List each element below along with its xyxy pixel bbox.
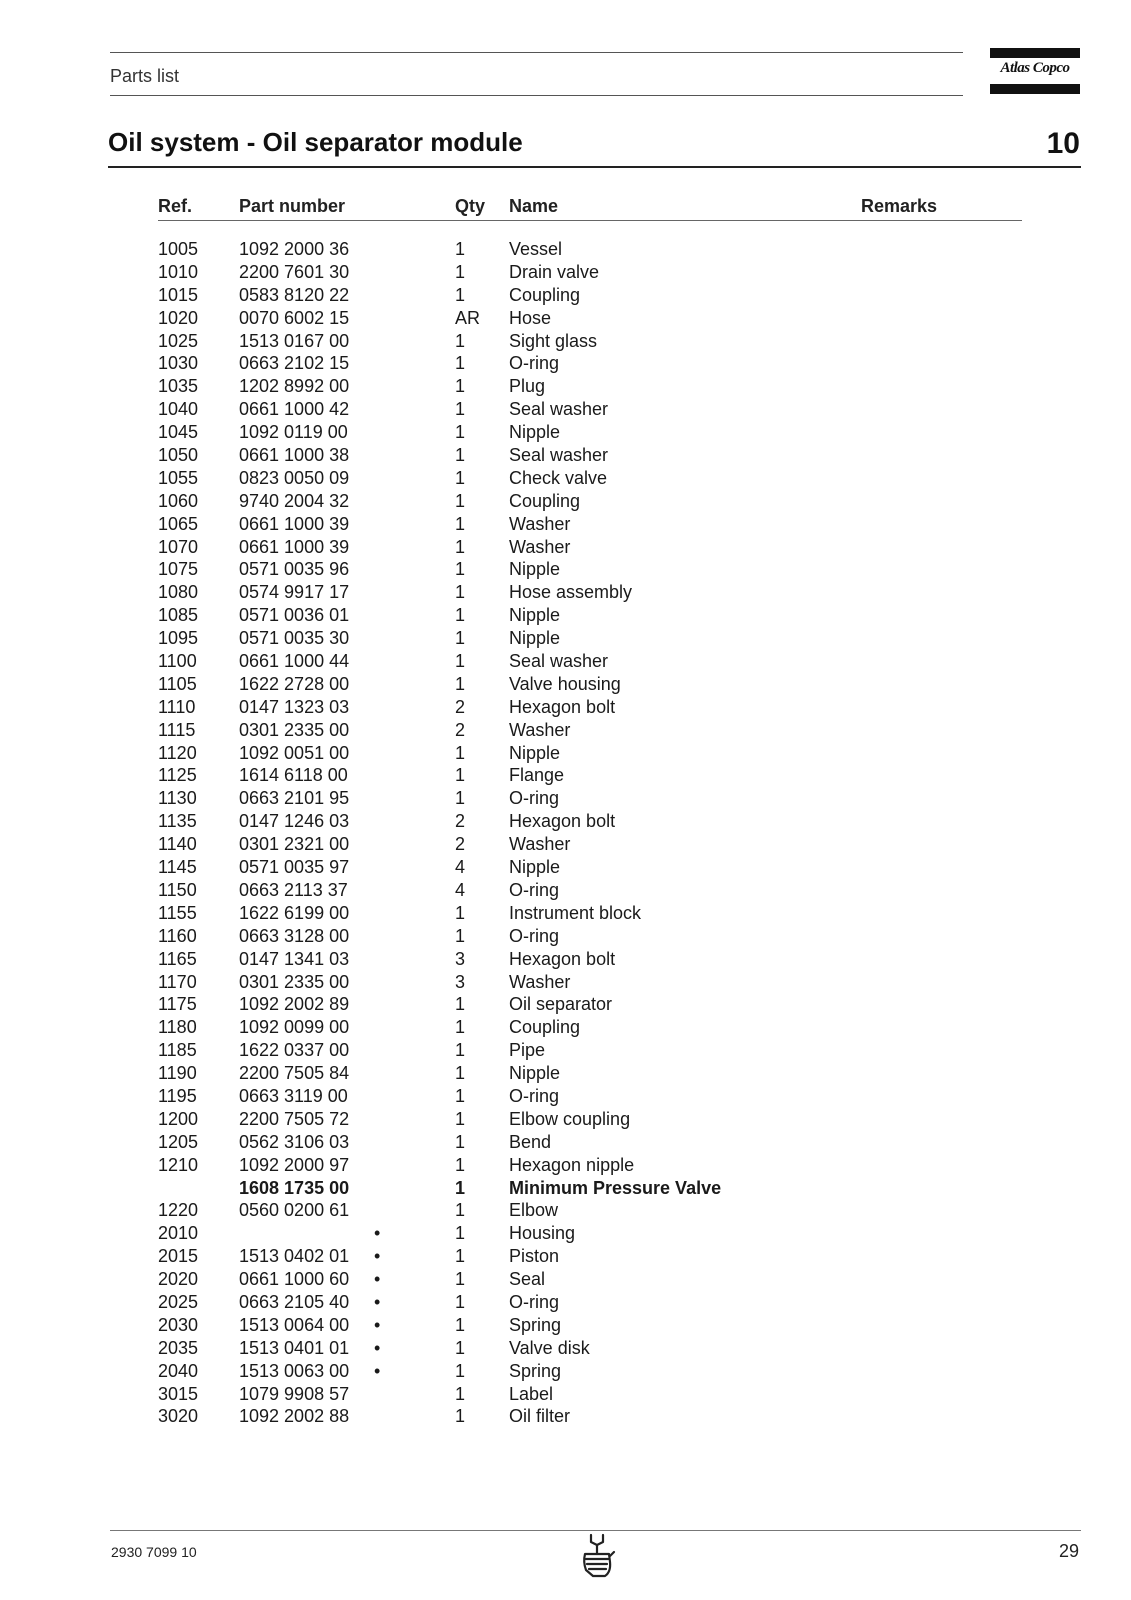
part-number-cell: 0661 1000 42	[239, 399, 350, 420]
qty-cell: 1	[455, 1223, 466, 1244]
part-number-cell: 0147 1323 03	[239, 696, 350, 717]
qty-cell: 1	[455, 330, 466, 351]
table-row	[0, 650, 1131, 673]
qty-cell: 4	[455, 857, 466, 878]
name-cell: Drain valve	[509, 261, 600, 282]
table-row	[0, 444, 1131, 467]
table-row	[0, 1360, 1131, 1383]
part-number-cell: 1513 0167 00	[239, 330, 350, 351]
section-number: 10	[1046, 127, 1080, 160]
ref-cell: 1135	[158, 811, 197, 832]
table-row	[0, 1199, 1131, 1222]
qty-cell: 1	[455, 994, 466, 1015]
ref-cell: 2020	[158, 1269, 199, 1290]
table-row	[0, 810, 1131, 833]
header-label: Parts list	[110, 66, 180, 86]
name-cell: Coupling	[509, 490, 581, 511]
table-row	[0, 627, 1131, 650]
qty-cell: 1	[455, 1337, 466, 1358]
table-row	[0, 421, 1131, 444]
qty-cell: 4	[455, 879, 466, 900]
part-number-cell: 0571 0035 96	[239, 559, 350, 580]
qty-cell: 1	[455, 353, 466, 374]
qty-cell: 1	[455, 1017, 466, 1038]
name-cell: Oil filter	[509, 1406, 571, 1427]
part-number-cell: 9740 2004 32	[239, 490, 350, 511]
ref-cell: 2015	[158, 1246, 199, 1267]
qty-cell: 2	[455, 834, 466, 855]
ref-cell: 1050	[158, 445, 199, 466]
part-number-cell: 0663 2101 95	[239, 788, 350, 809]
name-cell: Spring	[509, 1360, 562, 1381]
bullet-marker: •	[374, 1337, 381, 1358]
part-number-cell: 0663 2105 40	[239, 1291, 350, 1312]
qty-cell: 1	[455, 422, 466, 443]
name-cell: Instrument block	[509, 902, 642, 923]
name-cell: Hexagon bolt	[509, 811, 616, 832]
name-cell: Hose assembly	[509, 582, 633, 603]
ref-cell: 1160	[158, 925, 197, 946]
part-number-cell: 0663 3119 00	[239, 1085, 348, 1106]
table-row	[0, 1154, 1131, 1177]
qty-cell: 2	[455, 811, 466, 832]
table-row	[0, 330, 1131, 353]
name-cell: Washer	[509, 719, 571, 740]
qty-cell: 1	[455, 788, 466, 809]
qty-cell: 1	[455, 467, 466, 488]
table-row	[0, 1291, 1131, 1314]
qty-cell: 1	[455, 1269, 466, 1290]
part-number-cell: 0661 1000 60	[239, 1269, 350, 1290]
footer-page-number: 29	[1058, 1541, 1079, 1561]
qty-cell: 1	[455, 1154, 466, 1175]
table-row	[0, 1337, 1131, 1360]
ref-cell: 1210	[158, 1154, 199, 1175]
bullet-marker: •	[374, 1269, 381, 1290]
ref-cell: 1190	[158, 1063, 197, 1084]
qty-cell: 2	[455, 719, 466, 740]
name-cell: Nipple	[509, 422, 561, 443]
table-row	[0, 284, 1131, 307]
table-row	[0, 1383, 1131, 1406]
table-row	[0, 581, 1131, 604]
ref-cell: 1085	[158, 605, 199, 626]
title-rule	[108, 166, 1081, 168]
ref-cell: 1115	[158, 719, 196, 740]
name-cell: Nipple	[509, 559, 561, 580]
part-number-cell: 1092 2000 97	[239, 1154, 350, 1175]
name-cell: Washer	[509, 536, 571, 557]
ref-cell: 1110	[158, 696, 196, 717]
table-row	[0, 1245, 1131, 1268]
table-row	[0, 398, 1131, 421]
table-row	[0, 673, 1131, 696]
ref-cell: 1035	[158, 376, 199, 397]
name-cell: Seal	[509, 1269, 546, 1290]
ref-cell: 1020	[158, 307, 199, 328]
table-row	[0, 971, 1131, 994]
part-number-cell: 2200 7505 84	[239, 1063, 350, 1084]
part-number-cell: 0661 1000 38	[239, 445, 350, 466]
table-row	[0, 1016, 1131, 1039]
ref-cell: 1140	[158, 834, 197, 855]
table-row	[0, 375, 1131, 398]
table-row	[0, 1108, 1131, 1131]
part-number-cell: 0661 1000 39	[239, 513, 350, 534]
table-row	[0, 833, 1131, 856]
qty-cell: 1	[455, 1063, 466, 1084]
part-number-cell: 0301 2335 00	[239, 719, 350, 740]
ref-cell: 1105	[158, 673, 197, 694]
table-row	[0, 513, 1131, 536]
qty-cell: 1	[455, 742, 466, 763]
qty-cell: 1	[455, 490, 466, 511]
name-cell: Label	[509, 1383, 554, 1404]
ref-cell: 1150	[158, 879, 197, 900]
part-number-cell: 0571 0036 01	[239, 605, 350, 626]
ref-cell: 1175	[158, 994, 197, 1015]
table-row	[0, 879, 1131, 902]
table-row	[0, 1177, 1131, 1200]
ref-cell: 1180	[158, 1017, 197, 1038]
maintenance-tools-icon	[577, 1532, 617, 1580]
name-cell: Flange	[509, 765, 565, 786]
name-cell: Housing	[509, 1223, 576, 1244]
ref-cell: 1030	[158, 353, 199, 374]
qty-cell: 1	[455, 239, 466, 259]
ref-cell: 1220	[158, 1200, 199, 1221]
logo-text: Atlas Copco	[1000, 60, 1070, 76]
part-number-cell: 0583 8120 22	[239, 284, 350, 305]
qty-cell: 1	[455, 1314, 466, 1335]
ref-cell: 1040	[158, 399, 199, 420]
part-number-cell: 1079 9908 57	[239, 1383, 350, 1404]
part-number-cell: 0661 1000 44	[239, 651, 350, 672]
part-number-cell: 0663 2113 37	[239, 879, 348, 900]
footer-doc-number: 2930 7099 10	[111, 1544, 197, 1560]
table-row	[0, 856, 1131, 879]
ref-cell: 2010	[158, 1223, 199, 1244]
table-row	[0, 604, 1131, 627]
name-cell: O-ring	[509, 1085, 560, 1106]
table-row	[0, 490, 1131, 513]
part-number-cell: 1513 0063 00	[239, 1360, 350, 1381]
bullet-marker: •	[374, 1291, 381, 1312]
logo-bottom-bar	[990, 84, 1080, 94]
name-cell: Coupling	[509, 284, 581, 305]
part-number-cell: 0070 6002 15	[239, 307, 350, 328]
qty-cell: 1	[455, 925, 466, 946]
qty-cell: 2	[455, 696, 466, 717]
part-number-cell: 0562 3106 03	[239, 1131, 350, 1152]
ref-cell: 1045	[158, 422, 199, 443]
ref-cell: 3020	[158, 1406, 199, 1427]
qty-cell: 1	[455, 399, 466, 420]
ref-cell: 1155	[158, 902, 197, 923]
table-row	[0, 352, 1131, 375]
part-number-cell: 0571 0035 97	[239, 857, 350, 878]
name-cell: Seal washer	[509, 651, 609, 672]
part-number-cell: 0574 9917 17	[239, 582, 350, 603]
name-cell: Hose	[509, 307, 552, 328]
qty-cell: 1	[455, 902, 466, 923]
qty-cell: 1	[455, 1291, 466, 1312]
atlas-copco-logo	[990, 48, 1080, 94]
part-number-cell: 0301 2321 00	[239, 834, 350, 855]
footer-rule	[110, 1530, 1081, 1531]
part-number-cell: 0823 0050 09	[239, 467, 350, 488]
qty-cell: 1	[455, 765, 466, 786]
qty-cell: 1	[455, 605, 466, 626]
table-row	[0, 307, 1131, 330]
table-row	[0, 787, 1131, 810]
ref-cell: 2025	[158, 1291, 199, 1312]
qty-cell: 1	[455, 1200, 466, 1221]
col-header-remarks: Remarks	[861, 196, 938, 216]
name-cell: Check valve	[509, 467, 608, 488]
table-row	[0, 1405, 1131, 1428]
table-row	[0, 742, 1131, 765]
part-number-cell: 1614 6118 00	[239, 765, 348, 786]
name-cell: O-ring	[509, 879, 560, 900]
qty-cell: 1	[455, 1360, 466, 1381]
qty-cell: 1	[455, 673, 466, 694]
part-number-cell: 1513 0064 00	[239, 1314, 350, 1335]
qty-cell: 1	[455, 1040, 466, 1061]
qty-cell: 3	[455, 948, 466, 969]
table-row	[0, 719, 1131, 742]
table-row	[0, 1062, 1131, 1085]
qty-cell: 1	[455, 536, 466, 557]
table-row	[0, 696, 1131, 719]
qty-cell: AR	[455, 307, 481, 328]
name-cell: Elbow coupling	[509, 1108, 631, 1129]
part-number-cell: 1092 0051 00	[239, 742, 350, 763]
qty-cell: 1	[455, 628, 466, 649]
part-number-cell: 1513 0401 01	[239, 1337, 350, 1358]
ref-cell: 1145	[158, 857, 197, 878]
qty-cell: 3	[455, 971, 466, 992]
ref-cell: 1095	[158, 628, 199, 649]
bullet-marker: •	[374, 1314, 381, 1335]
ref-cell: 1130	[158, 788, 197, 809]
ref-cell: 2035	[158, 1337, 199, 1358]
header-top-rule	[110, 52, 963, 53]
ref-cell: 1185	[158, 1040, 197, 1061]
name-cell: Washer	[509, 513, 571, 534]
ref-cell: 1075	[158, 559, 199, 580]
name-cell: Nipple	[509, 742, 561, 763]
part-number-cell: 1622 2728 00	[239, 673, 350, 694]
ref-cell: 2040	[158, 1360, 199, 1381]
ref-cell: 1015	[158, 284, 199, 305]
table-row	[0, 238, 1131, 261]
col-header-qty: Qty	[455, 196, 486, 216]
table-row	[0, 536, 1131, 559]
bullet-marker: •	[374, 1246, 381, 1267]
part-number-cell: 1092 0099 00	[239, 1017, 350, 1038]
table-row	[0, 261, 1131, 284]
table-row	[0, 558, 1131, 581]
table-row	[0, 902, 1131, 925]
qty-cell: 1	[455, 445, 466, 466]
name-cell: Nipple	[509, 1063, 561, 1084]
table-row	[0, 925, 1131, 948]
name-cell: Piston	[509, 1246, 560, 1267]
table-row	[0, 1085, 1131, 1108]
ref-cell: 3015	[158, 1383, 199, 1404]
part-number-cell: 2200 7505 72	[239, 1108, 350, 1129]
name-cell: Hexagon bolt	[509, 948, 616, 969]
qty-cell: 1	[455, 284, 466, 305]
qty-cell: 1	[455, 1406, 466, 1427]
name-cell: Pipe	[509, 1040, 546, 1061]
parts-table-body	[0, 238, 1131, 1428]
header-bottom-rule	[110, 95, 963, 96]
name-cell: Valve housing	[509, 673, 621, 694]
qty-cell: 1	[455, 1108, 466, 1129]
part-number-cell: 2200 7601 30	[239, 261, 350, 282]
name-cell: Seal washer	[509, 445, 609, 466]
part-number-cell: 1622 6199 00	[239, 902, 350, 923]
name-cell: Coupling	[509, 1017, 581, 1038]
part-number-cell: 1608 1735 00	[239, 1177, 350, 1198]
ref-cell: 1065	[158, 513, 199, 534]
logo-top-bar	[990, 48, 1080, 58]
table-row	[0, 948, 1131, 971]
col-header-ref: Ref.	[158, 196, 193, 216]
ref-cell: 1055	[158, 467, 199, 488]
name-cell: Hexagon nipple	[509, 1154, 635, 1175]
name-cell: Washer	[509, 834, 571, 855]
ref-cell: 1005	[158, 239, 199, 259]
ref-cell: 1205	[158, 1131, 199, 1152]
bullet-marker: •	[374, 1223, 381, 1244]
name-cell: Nipple	[509, 857, 561, 878]
table-row	[0, 1268, 1131, 1291]
part-number-cell: 0661 1000 39	[239, 536, 350, 557]
qty-cell: 1	[455, 582, 466, 603]
table-row	[0, 1039, 1131, 1062]
name-cell: Valve disk	[509, 1337, 590, 1358]
name-cell: O-ring	[509, 353, 560, 374]
part-number-cell: 1092 2002 89	[239, 994, 350, 1015]
name-cell: Hexagon bolt	[509, 696, 616, 717]
col-header-part-number: Part number	[239, 196, 346, 216]
name-cell: O-ring	[509, 788, 560, 809]
name-cell: Elbow	[509, 1200, 559, 1221]
table-row	[0, 1222, 1131, 1245]
part-number-cell: 1092 2000 36	[239, 239, 350, 259]
ref-cell: 1060	[158, 490, 199, 511]
ref-cell: 2030	[158, 1314, 199, 1335]
ref-cell: 1120	[158, 742, 197, 763]
table-row	[0, 993, 1131, 1016]
name-cell: Nipple	[509, 605, 561, 626]
part-number-cell: 1622 0337 00	[239, 1040, 350, 1061]
name-cell: Oil separator	[509, 994, 613, 1015]
table-header-rule	[158, 220, 1022, 221]
ref-cell: 1125	[158, 765, 197, 786]
part-number-cell: 1513 0402 01	[239, 1246, 350, 1267]
table-row	[0, 1131, 1131, 1154]
table-row	[0, 1314, 1131, 1337]
bullet-marker: •	[374, 1360, 381, 1381]
part-number-cell: 1092 0119 00	[239, 422, 348, 443]
part-number-cell: 0147 1341 03	[239, 948, 350, 969]
name-cell: O-ring	[509, 1291, 560, 1312]
ref-cell: 1025	[158, 330, 199, 351]
name-cell: Seal washer	[509, 399, 609, 420]
qty-cell: 1	[455, 559, 466, 580]
ref-cell: 1200	[158, 1108, 199, 1129]
qty-cell: 1	[455, 1246, 466, 1267]
name-cell: O-ring	[509, 925, 560, 946]
part-number-cell: 0663 3128 00	[239, 925, 350, 946]
part-number-cell: 1202 8992 00	[239, 376, 350, 397]
qty-cell: 1	[455, 1383, 466, 1404]
qty-cell: 1	[455, 1131, 466, 1152]
name-cell: Spring	[509, 1314, 562, 1335]
name-cell: Minimum Pressure Valve	[509, 1177, 722, 1198]
ref-cell: 1165	[158, 948, 197, 969]
ref-cell: 1100	[158, 651, 197, 672]
part-number-cell: 1092 2002 88	[239, 1406, 350, 1427]
part-number-cell: 0663 2102 15	[239, 353, 350, 374]
part-number-cell: 0147 1246 03	[239, 811, 350, 832]
table-row	[0, 764, 1131, 787]
qty-cell: 1	[455, 1177, 466, 1198]
qty-cell: 1	[455, 513, 466, 534]
name-cell: Vessel	[509, 239, 563, 259]
ref-cell: 1010	[158, 261, 199, 282]
col-header-name: Name	[509, 196, 559, 216]
part-number-cell: 0571 0035 30	[239, 628, 350, 649]
part-number-cell: 0301 2335 00	[239, 971, 350, 992]
table-row	[0, 467, 1131, 490]
part-number-cell: 0560 0200 61	[239, 1200, 350, 1221]
qty-cell: 1	[455, 261, 466, 282]
ref-cell: 1195	[158, 1085, 197, 1106]
name-cell: Sight glass	[509, 330, 598, 351]
ref-cell: 1170	[158, 971, 197, 992]
qty-cell: 1	[455, 1085, 466, 1106]
ref-cell: 1070	[158, 536, 199, 557]
name-cell: Bend	[509, 1131, 552, 1152]
name-cell: Nipple	[509, 628, 561, 649]
section-title: Oil system - Oil separator module	[108, 127, 523, 157]
qty-cell: 1	[455, 651, 466, 672]
ref-cell: 1080	[158, 582, 199, 603]
qty-cell: 1	[455, 376, 466, 397]
name-cell: Plug	[509, 376, 546, 397]
name-cell: Washer	[509, 971, 571, 992]
